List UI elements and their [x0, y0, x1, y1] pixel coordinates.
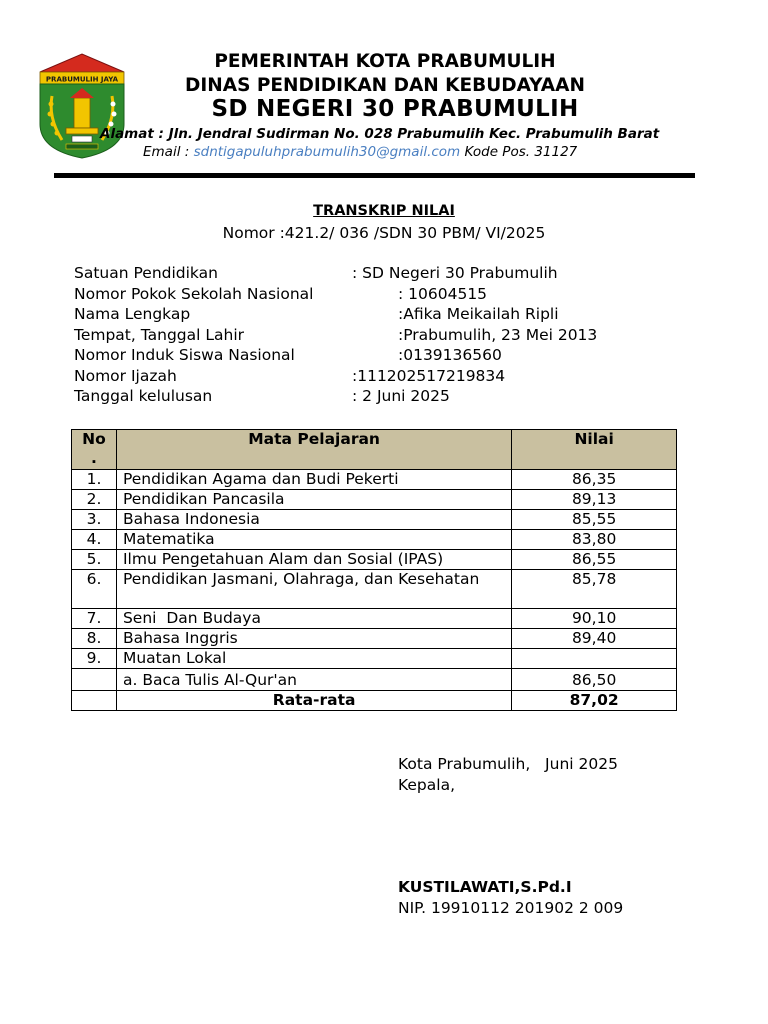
subject-name: Ilmu Pengetahuan Alam dan Sosial (IPAS): [116, 550, 511, 570]
identity-row: [74, 305, 559, 323]
subject-score: 89,40: [512, 629, 677, 649]
table-row: [72, 570, 677, 609]
subject-score: 85,55: [512, 510, 677, 530]
header-divider: [54, 173, 695, 178]
table-row: [72, 470, 677, 490]
document-title: TRANSKRIP NILAI: [313, 203, 455, 219]
signature-place-date: Kota Prabumulih, Juni 2025: [398, 755, 618, 773]
signature-name: KUSTILAWATI,S.Pd.I: [398, 878, 572, 896]
row-number: 4.: [72, 530, 117, 550]
column-header-score: Nilai: [512, 430, 677, 470]
average-value: 87,02: [512, 691, 677, 711]
subject-score: 86,35: [512, 470, 677, 490]
header-address: Alamat : Jln. Jendral Sudirman No. 028 Prabumulih Kec. Prabumulih Barat: [100, 126, 660, 142]
identity-value: :Prabumulih, 23 Mei 2013: [398, 326, 598, 344]
identity-value: :0139136560: [398, 346, 502, 364]
row-number: 2.: [72, 490, 117, 510]
table-row: [72, 629, 677, 649]
table-header-row: [72, 430, 677, 470]
column-header-subject: Mata Pelajaran: [116, 430, 511, 470]
table-row: [72, 510, 677, 530]
identity-label: Nomor Ijazah: [74, 367, 177, 385]
row-number: 3.: [72, 510, 117, 530]
email-label: Email :: [143, 144, 194, 160]
subject-score: 90,10: [512, 609, 677, 629]
identity-row: [74, 264, 558, 282]
identity-row: [74, 346, 502, 364]
table-row: [72, 669, 677, 691]
identity-row: [74, 285, 488, 303]
header-department-line: DINAS PENDIDIKAN DAN KEBUDAYAAN: [185, 75, 585, 96]
table-row: [72, 609, 677, 629]
signature-nip: NIP. 19910112 201902 2 009: [398, 899, 624, 917]
row-number: [72, 669, 117, 691]
identity-row: [74, 387, 450, 405]
row-number: 9.: [72, 649, 117, 669]
header-contact: [143, 144, 577, 160]
subject-name: Muatan Lokal: [116, 649, 511, 669]
email-link[interactable]: sdntigapuluhprabumulih30@gmail.com: [193, 144, 461, 160]
row-number: 1.: [72, 470, 117, 490]
identity-label: Satuan Pendidikan: [74, 264, 218, 282]
subject-name: Pendidikan Agama dan Budi Pekerti: [116, 470, 511, 490]
identity-value: : 10604515: [398, 285, 488, 303]
subject-name: Seni Dan Budaya: [116, 609, 511, 629]
row-number: 6.: [72, 570, 117, 609]
document-number: Nomor :421.2/ 036 /SDN 30 PBM/ VI/2025: [222, 224, 546, 242]
table-row: [72, 550, 677, 570]
subject-score: 83,80: [512, 530, 677, 550]
identity-row: [74, 326, 598, 344]
identity-label: Nomor Induk Siswa Nasional: [74, 346, 295, 364]
identity-value: : SD Negeri 30 Prabumulih: [352, 264, 558, 282]
subject-score: 85,78: [512, 570, 677, 609]
column-header-no: No .: [72, 430, 117, 470]
identity-label: Tanggal kelulusan: [74, 387, 213, 405]
header-government-line: PEMERINTAH KOTA PRABUMULIH: [214, 51, 556, 72]
subject-name: Matematika: [116, 530, 511, 550]
subject-score: 86,50: [512, 669, 677, 691]
identity-value: :111202517219834: [352, 367, 506, 385]
row-number: 7.: [72, 609, 117, 629]
subject-name: a. Baca Tulis Al-Qur'an: [116, 669, 511, 691]
identity-label: Tempat, Tanggal Lahir: [74, 326, 245, 344]
identity-label: Nomor Pokok Sekolah Nasional: [74, 285, 314, 303]
average-label: Rata-rata: [116, 691, 511, 711]
average-row: [72, 691, 677, 711]
logo-text: PRABUMULIH JAYA: [45, 75, 119, 84]
subject-name: Bahasa Inggris: [116, 629, 511, 649]
identity-value: : 2 Juni 2025: [352, 387, 450, 405]
row-number: 5.: [72, 550, 117, 570]
subject-name: Pendidikan Pancasila: [116, 490, 511, 510]
subject-name: Bahasa Indonesia: [116, 510, 511, 530]
subject-score: [512, 649, 677, 669]
table-row: [72, 649, 677, 669]
table-row: [72, 530, 677, 550]
postal-code: Kode Pos. 31127: [460, 144, 578, 160]
signature-position: Kepala,: [398, 776, 455, 794]
identity-label: Nama Lengkap: [74, 305, 191, 323]
identity-row: [74, 367, 506, 385]
header-school-name: SD NEGERI 30 PRABUMULIH: [211, 96, 579, 122]
subject-name: Pendidikan Jasmani, Olahraga, dan Kesehatan: [116, 570, 511, 609]
grades-table: [71, 429, 677, 711]
table-row: [72, 490, 677, 510]
subject-score: 86,55: [512, 550, 677, 570]
identity-value: :Afika Meikailah Ripli: [398, 305, 559, 323]
row-number: 8.: [72, 629, 117, 649]
city-emblem-logo: [36, 52, 128, 160]
subject-score: 89,13: [512, 490, 677, 510]
average-blank-cell: [72, 691, 117, 711]
